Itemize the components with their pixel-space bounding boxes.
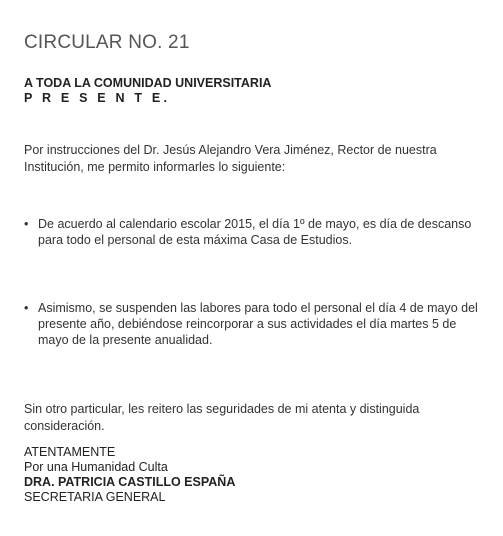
- salutation: ATENTAMENTE: [24, 445, 116, 459]
- presente-line: P R E S E N T E.: [24, 91, 171, 105]
- intro-paragraph: Por instrucciones del Dr. Jesús Alejandro Vera Jiménez, Rector de nuestra Institución, me permito informarles lo siguiente:: [24, 143, 437, 174]
- signature-block: [24, 445, 235, 505]
- bullet-marker: •: [24, 301, 29, 315]
- addressee-line: A TODA LA COMUNIDAD UNIVERSITARIA: [24, 76, 272, 90]
- motto: Por una Humanidad Culta: [24, 460, 168, 474]
- bullet-text: Asimismo, se suspenden las labores para todo el personal el día 4 de mayo del presente año, debiéndose reincorporar a sus actividades el día martes 5 de mayo de la presente anualidad.: [38, 301, 478, 347]
- signatory-position: SECRETARIA GENERAL: [24, 490, 166, 504]
- bullet-marker: •: [24, 217, 29, 231]
- closing-paragraph: Sin otro particular, les reitero las seguridades de mi atenta y distinguida consideración.: [24, 402, 420, 433]
- addressee-block: [24, 76, 271, 106]
- bullet-text: De acuerdo al calendario escolar 2015, el día 1º de mayo, es día de descanso para todo el personal de esta máxima Casa de Estudios.: [38, 217, 472, 247]
- signatory-name: DRA. PATRICIA CASTILLO ESPAÑA: [24, 475, 236, 489]
- document-title: CIRCULAR NO. 21: [24, 32, 190, 53]
